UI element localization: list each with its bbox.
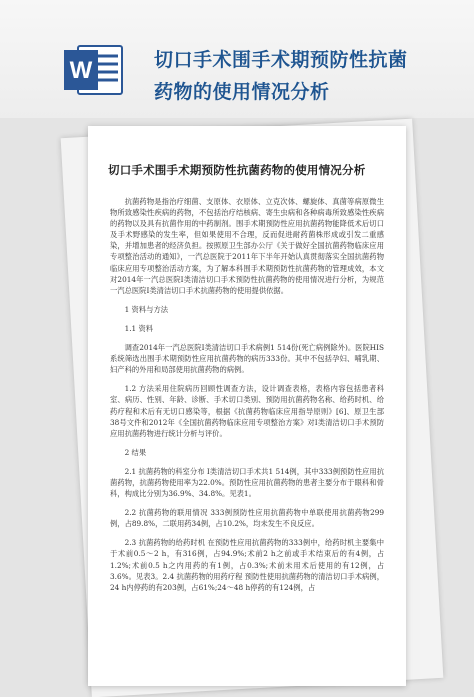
paragraph-results-distribution: 2.1 抗菌药物的科室分布 Ⅰ类清洁切口手术共1 514例，其中333例预防性应用抗菌药物，抗菌药物使用率为22.0%。预防性应用抗菌药物的患者主要分布于眼科和骨科，构成比分别为36.9%、34.8%。见表1。	[110, 466, 384, 499]
document-title: 切口手术围手术期预防性抗菌药物的使用情况分析	[108, 163, 366, 177]
paragraph-results-combination: 2.2 抗菌药物的联用情况 333例预防性应用抗菌药物中单联使用抗菌药物299例，占89.8%，二联用药34例，占10.2%，均未发生不良反应。	[110, 508, 384, 529]
section-heading: 1 资料与方法	[124, 304, 169, 314]
paragraph-materials: 调查2014年一汽总医院Ⅰ类清洁切口手术病例1 514份(死亡病例除外)。医院HIS系统筛选出围手术期预防性应用抗菌药物的病历333份。其中不包括孕妇、哺乳期、妇产科的外用和局部使用抗菌药物的病例。	[110, 343, 384, 375]
section-heading: 2 结果	[124, 447, 147, 457]
banner-title-line-2: 药物的使用情况分析	[154, 81, 330, 103]
svg-text:W: W	[69, 57, 93, 84]
document-page	[88, 126, 406, 686]
subsection-heading: 1.1 资料	[124, 323, 154, 333]
word-document-icon	[64, 44, 124, 96]
paragraph-results-timing: 2.3 抗菌药物的给药时机 在预防性应用抗菌药物的333例中，给药时机主要集中于术前0.5～2 h，有316例，占94.9%;术前2 h之前或手术结束后的有4例，占1.2%;术前0.5 h之内用药的有1例，占0.3%;术前未用术后使用的有12例，占3.6%。见表3。2.4 抗菌药物的用药疗程 预防性使用抗菌药物的清洁切口手术病例，24 h内停药的有203例，占61%;24～48 h停药的有124例，占	[110, 538, 384, 592]
paragraph-methods: 1.2 方法采用住院病历回顾性调查方法，设计调查表格，表格内容包括患者科室、病历、性别、年龄、诊断、手术切口类别、预防用抗菌药物名称、给药时机、给药疗程和术后有无切口感染等，根据《抗菌药物临床应用指导原则》[6]、原卫生部38号文件和2012年《全国抗菌药物临床应用专项整治方案》对Ⅰ类清洁切口手术预防应用抗菌药物进行统计分析与评价。	[110, 384, 384, 438]
banner-title-line-1: 切口手术围手术期预防性抗菌	[154, 49, 408, 71]
document-body	[110, 196, 384, 601]
banner-title	[154, 44, 454, 108]
banner	[0, 0, 474, 118]
paragraph-intro: 抗菌药物是指治疗细菌、支原体、衣原体、立克次体、螺旋体、真菌等病原微生物所致感染性疾病的药物，不包括治疗结核病、寄生虫病和各种病毒所致感染性疾病的药物以及具有抗菌作用的中药制剂。围手术期预防性应用抗菌药物能降低术后切口及手术野感染的发生率，但如果使用不合理，反而促进耐药菌株形成或引发二重感染，并增加患者的经济负担。按照原卫生部办公厅《关于做好全国抗菌药物临床应用专项整治活动的通知》，一汽总医院于2011年下半年开始认真贯彻落实全国抗菌药物临床应用专项整治活动方案，为了解本科围手术期预防性抗菌药物的管理成效，本文对2014年一汽总医院Ⅰ类清洁切口手术预防性抗菌药物的使用情况进行分析，为规范一汽总医院Ⅰ类清洁切口手术抗菌药物的使用提供依据。	[110, 197, 384, 295]
